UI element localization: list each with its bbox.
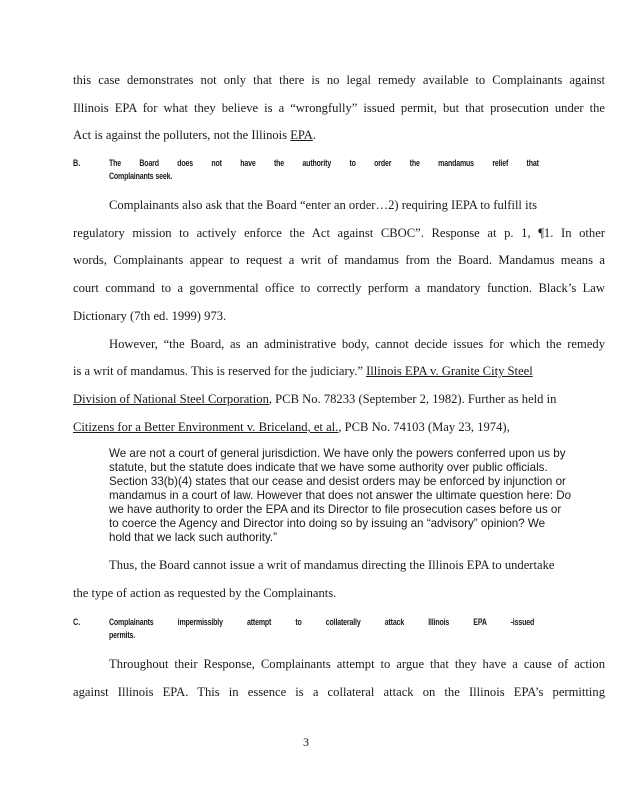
text-span: Act is against the polluters, not the Illinois <box>73 128 291 142</box>
text-line: Complainants also ask that the Board “enter an order…2) requiring IEPA to fulfill its <box>109 198 537 212</box>
case-citation: Illinois EPA v. Granite City Steel <box>366 364 533 378</box>
text-line: this case demonstrates not only that there is no legal remedy available to Complainants against <box>73 73 605 87</box>
block-quote-line: Section 33(b)(4) states that our cease and desist orders may be enforced by injunction or <box>109 475 566 488</box>
case-citation: Division of National Steel Corporation <box>73 392 269 406</box>
section-heading-b-cont: Complainants seek. <box>109 171 173 181</box>
text-line: regulatory mission to actively enforce the Act against CBOC”. Response at p. 1, ¶1. In other <box>73 226 605 240</box>
text-line: court command to a governmental office to correctly perform a mandatory function. Black’s Law <box>73 281 605 295</box>
block-quote-line: statute, but the statute does indicate that we have some authority over public officials. <box>109 461 548 474</box>
text-span: , PCB No. 74103 (May 23, 1974), <box>338 420 510 434</box>
underlined-text: EPA <box>290 128 313 142</box>
text-line: Throughout their Response, Complainants attempt to argue that they have a cause of action <box>109 657 605 671</box>
section-heading-c: Complainants impermissibly attempt to collaterally attack Illinois EPA -issued <box>109 617 535 627</box>
text-line <box>73 419 605 435</box>
text-line: words, Complainants appear to request a writ of mandamus from the Board. Mandamus means a <box>73 253 605 267</box>
text-line: Dictionary (7th ed. 1999) 973. <box>73 309 227 323</box>
block-quote-line: we have authority to order the EPA and its Director to file prosecution cases before us or <box>109 503 562 516</box>
text-line: the type of action as requested by the Complainants. <box>73 586 337 600</box>
section-heading-c-cont: permits. <box>109 630 136 640</box>
text-span: is a writ of mandamus. This is reserved for the judiciary.” <box>73 364 367 378</box>
text-line <box>73 391 605 407</box>
section-letter-c: C. <box>73 617 81 627</box>
case-citation: Citizens for a Better Environment v. Briceland, et al. <box>73 420 339 434</box>
text-line: However, “the Board, as an administrative body, cannot decide issues for which the remedy <box>109 337 605 351</box>
text-line <box>73 363 605 379</box>
text-line <box>73 127 605 143</box>
block-quote-line: We are not a court of general jurisdiction. We have only the powers conferred upon us by <box>109 447 566 460</box>
text-line: Thus, the Board cannot issue a writ of mandamus directing the Illinois EPA to undertake <box>109 558 555 572</box>
page-number: 3 <box>303 735 309 749</box>
text-line: against Illinois EPA. This in essence is a collateral attack on the Illinois EPA’s permitting <box>73 685 605 699</box>
text-span: , PCB No. 78233 (September 2, 1982). Further as held in <box>268 392 557 406</box>
text-line: Illinois EPA for what they believe is a “wrongfully” issued permit, but that prosecution under the <box>73 101 605 115</box>
section-letter-b: B. <box>73 158 81 168</box>
section-heading-b: The Board does not have the authority to order the mandamus relief that <box>109 158 539 168</box>
block-quote-line: to coerce the Agency and Director into doing so by issuing an “advisory” opinion? We <box>109 517 546 530</box>
text-span: . <box>312 128 317 142</box>
block-quote-line: hold that we lack such authority.” <box>109 531 277 544</box>
block-quote-line: mandamus in a court of law. However that does not answer the ultimate question here: Do <box>109 489 572 502</box>
